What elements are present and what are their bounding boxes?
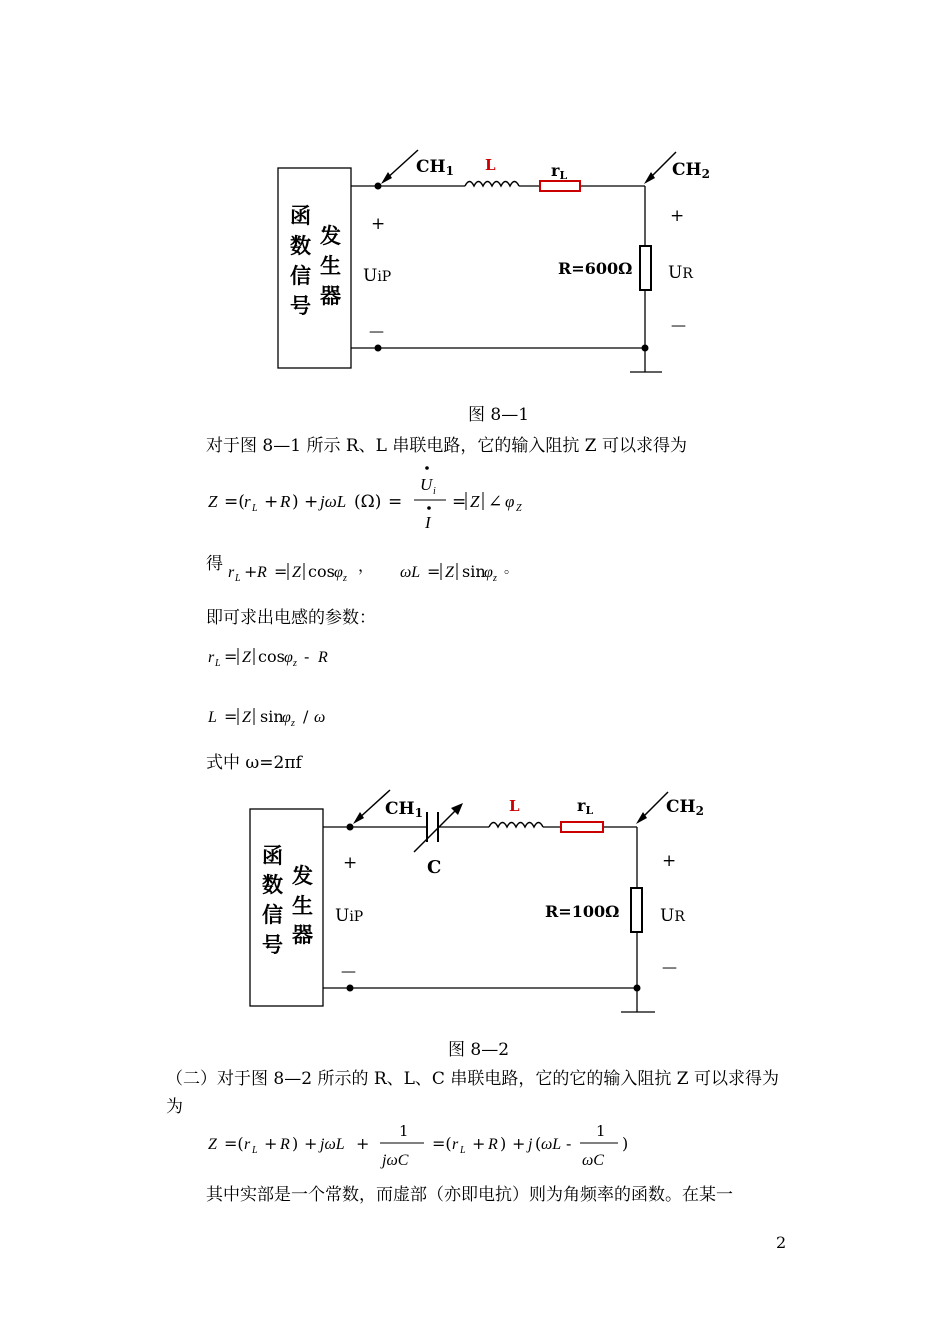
svg-text:。: 。 [504,561,518,577]
svg-text:=: = [224,707,238,726]
svg-text:R: R [280,1136,290,1153]
ch1-label: CH1 [416,157,454,178]
svg-text:L: L [208,709,217,726]
svg-text:r: r [244,492,251,511]
svg-text:(Ω): (Ω) [354,492,382,512]
svg-text:+: + [244,562,258,581]
svg-text:，: ， [358,556,375,575]
svg-text:sin: sin [462,562,486,581]
inductor-label: L [485,156,496,174]
svg-text:-: - [304,647,310,666]
svg-text:R: R [488,1136,498,1153]
svg-text:1: 1 [399,1122,409,1140]
u-r-label: UR [668,263,693,283]
equation-impedance-rlc [200,1118,660,1176]
plus-right-2: + [662,851,677,871]
svg-text:=: = [274,562,288,581]
rl-resistor-symbol [540,181,580,191]
svg-text:cos: cos [308,562,335,581]
figure-1-caption: 图 8—1 [468,405,530,425]
svg-text:φ: φ [284,649,293,666]
svg-text:z: z [343,573,347,584]
minus-left-2: — [341,962,356,980]
paragraph-intro-2-cont: 为 [166,1097,183,1117]
svg-text:Z: Z [242,709,251,726]
u-ip-label: UiP [363,266,392,286]
r-value-label: R=600Ω [558,259,633,278]
svg-text:L: L [215,658,221,669]
svg-text:L: L [460,1145,466,1156]
svg-text:U: U [420,475,433,494]
svg-text:Z: Z [292,564,301,581]
svg-text:r: r [228,564,235,581]
generator-label: 函 数 信 号 发 生 器 [290,203,341,318]
svg-text:+: + [304,1134,318,1153]
svg-text:): ) [292,1134,299,1153]
svg-text:+: + [264,492,279,512]
svg-text:r: r [452,1136,459,1153]
equation-rl [200,640,400,674]
text-de: 得 [206,554,223,574]
equation-real-imag [222,553,552,587]
svg-text:): ) [622,1134,629,1153]
equation-impedance-rl [200,462,560,537]
r-resistor-symbol-2 [631,888,642,932]
svg-text:=(: =( [224,1134,244,1153]
ch1-label-2: CH1 [385,799,423,820]
svg-text:ωL: ωL [400,564,421,581]
svg-text:Z: Z [208,492,218,511]
svg-text:i: i [433,486,436,497]
svg-text:ωL: ωL [541,1136,562,1153]
svg-text:): ) [292,492,299,512]
svg-text:+: + [512,1134,526,1153]
inductor-symbol [465,182,519,187]
generator-label-2: 函 数 信 号 发 生 器 [262,843,313,957]
u-r-label-2: UR [660,906,685,926]
svg-text:Z: Z [242,649,251,666]
svg-text:ω: ω [314,709,326,726]
svg-text:jωC: jωC [382,1152,409,1169]
svg-text:sin: sin [260,707,284,726]
text-find-params: 即可求出电感的参数： [206,608,376,628]
svg-text:=(: =( [224,492,245,512]
ch2-label: CH2 [672,160,710,181]
text-omega: 式中 ω=2πf [206,753,302,773]
svg-text:z: z [493,573,497,584]
svg-text:Z: Z [208,1136,217,1153]
svg-text:R: R [257,564,267,581]
svg-text:=: = [452,492,467,512]
svg-text:-: - [566,1134,572,1153]
svg-text:j: j [528,1136,533,1153]
svg-text:+: + [264,1134,278,1153]
svg-text:L: L [235,573,241,584]
svg-text:jωL: jωL [320,492,347,511]
svg-text:L: L [252,1145,258,1156]
plus-right: + [670,206,685,226]
svg-text:): ) [500,1134,507,1153]
svg-text:∠: ∠ [488,492,503,512]
svg-text:z: z [291,718,295,729]
rl-resistor-symbol-2 [561,822,603,832]
minus-left: — [369,322,384,340]
inductor-label-2: L [509,797,520,815]
svg-text:=: = [388,492,403,512]
paragraph-intro-2: （二）对于图 8—2 所示的 R、L、C 串联电路，它的它的输入阻抗 Z 可以求得为 [166,1069,779,1089]
svg-text:φ: φ [505,492,515,511]
svg-text:/: / [303,707,309,726]
svg-text:=: = [224,647,238,666]
ch2-label-2: CH2 [666,797,704,818]
svg-text:+: + [356,1134,370,1153]
r-value-label-2: R=100Ω [545,902,620,921]
rl-label-2: rL [577,796,594,817]
circuit-figure-2 [0,780,950,1040]
rl-label: rL [551,161,568,182]
svg-text:R: R [318,649,328,666]
r-resistor-symbol [640,246,651,290]
inductor-symbol-2 [489,823,543,828]
paragraph-explain: 其中实部是一个常数，而虚部（亦即电抗）则为角频率的函数。在某一 [206,1185,733,1205]
figure-2-caption: 图 8—2 [448,1040,510,1060]
svg-text:jωL: jωL [320,1136,345,1153]
svg-text:(: ( [535,1134,542,1153]
circuit-figure-1 [0,0,950,400]
svg-text:φ: φ [334,564,343,581]
svg-text:Z: Z [445,564,454,581]
svg-text:r: r [208,649,215,666]
svg-text:=(: =( [432,1134,452,1153]
svg-text:cos: cos [258,647,285,666]
svg-text:ωC: ωC [582,1152,604,1169]
equation-l [200,700,400,734]
paragraph-intro-1: 对于图 8—1 所示 R、L 串联电路，它的输入阻抗 Z 可以求得为 [206,436,687,456]
svg-text:L: L [252,503,258,514]
svg-text:Z: Z [470,492,480,511]
minus-right-2: — [662,958,677,976]
svg-text:=: = [427,562,441,581]
svg-text:I: I [425,513,431,532]
capacitor-label: C [427,857,442,878]
svg-text:R: R [280,492,291,511]
svg-text:r: r [244,1136,251,1153]
svg-text:+: + [472,1134,486,1153]
svg-text:φ: φ [282,709,291,726]
svg-text:1: 1 [596,1122,606,1140]
plus-left: + [371,214,386,234]
svg-text:z: z [293,658,297,669]
page-number: 2 [776,1233,787,1252]
u-ip-label-2: UiP [335,906,364,926]
minus-right: — [671,316,686,334]
svg-text:+: + [304,492,319,512]
svg-text:φ: φ [484,564,493,581]
svg-text:Z: Z [516,503,522,514]
plus-left-2: + [343,853,358,873]
